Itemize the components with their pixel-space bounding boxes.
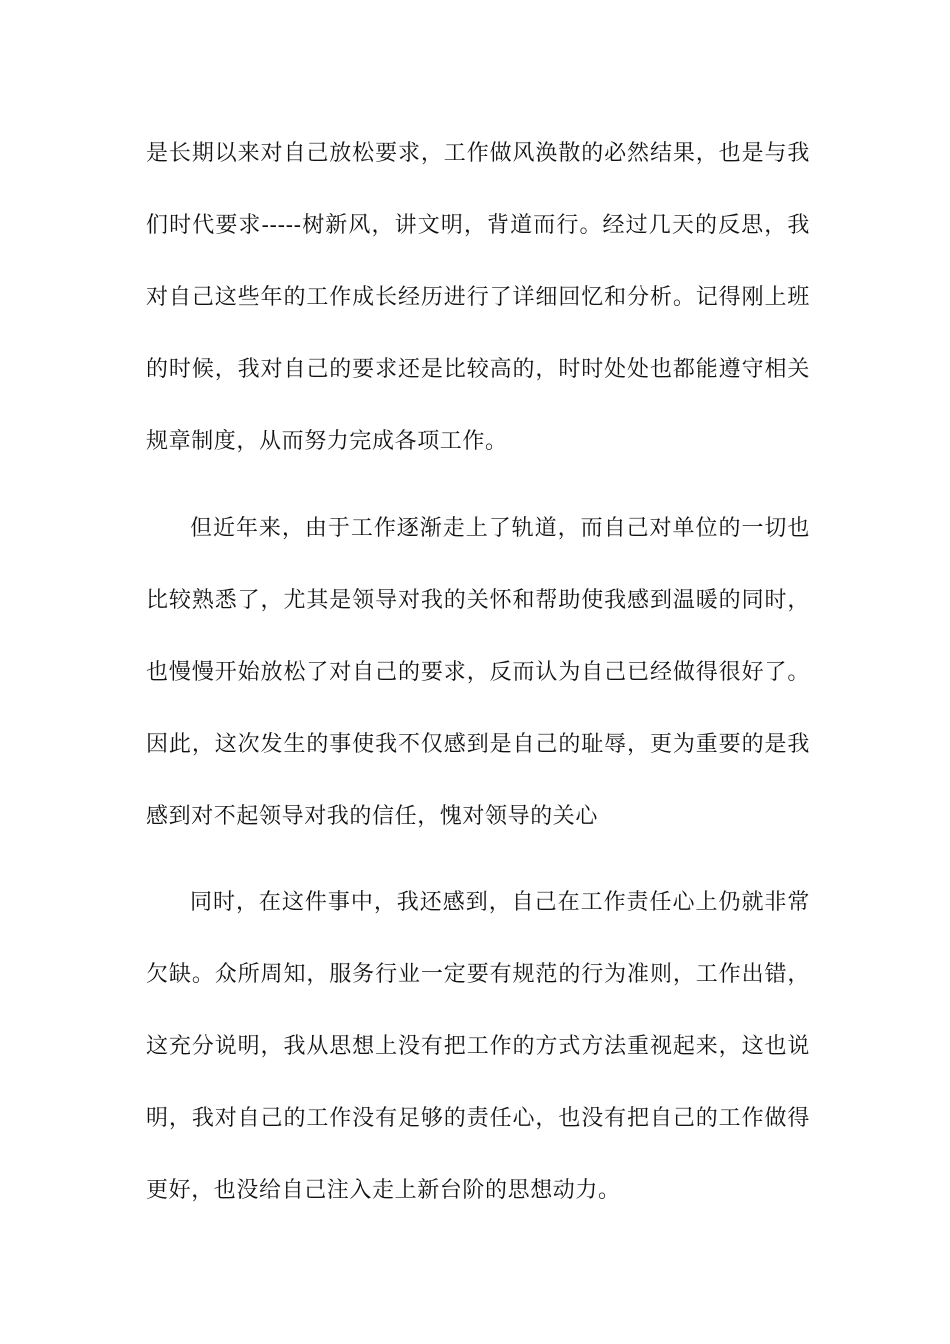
paragraph-first-line: 但近年来，由于工作逐渐走上了轨道，而自己对单位的一切也 (190, 516, 810, 541)
text-line: 这充分说明，我从思想上没有把工作的方式方法重视起来，这也说 (146, 1034, 810, 1059)
text-line: 对自己这些年的工作成长经历进行了详细回忆和分析。记得刚上班 (146, 285, 810, 310)
text-line: 更好，也没给自己注入走上新台阶的思想动力。 (146, 1178, 621, 1203)
text-line: 的时候，我对自己的要求还是比较高的，时时处处也都能遵守相关 (146, 357, 810, 382)
text-line: 欠缺。众所周知，服务行业一定要有规范的行为准则，工作出错， (146, 962, 810, 987)
text-line: 感到对不起领导对我的信任，愧对领导的关心 (146, 804, 599, 829)
text-line: 是长期以来对自己放松要求，工作做风涣散的必然结果，也是与我 (146, 141, 810, 166)
text-line: 们时代要求-----树新风，讲文明，背道而行。经过几天的反思，我 (146, 213, 810, 238)
text-line: 规章制度，从而努力完成各项工作。 (146, 429, 508, 454)
text-line: 也慢慢开始放松了对自己的要求，反而认为自己已经做得很好了。 (146, 660, 810, 685)
text-line: 比较熟悉了，尤其是领导对我的关怀和帮助使我感到温暖的同时， (146, 588, 810, 613)
text-line: 明，我对自己的工作没有足够的责任心，也没有把自己的工作做得 (146, 1106, 810, 1131)
paragraph-first-line: 同时，在这件事中，我还感到，自己在工作责任心上仍就非常 (190, 890, 810, 915)
text-line: 因此，这次发生的事使我不仅感到是自己的耻辱，更为重要的是我 (146, 732, 810, 757)
